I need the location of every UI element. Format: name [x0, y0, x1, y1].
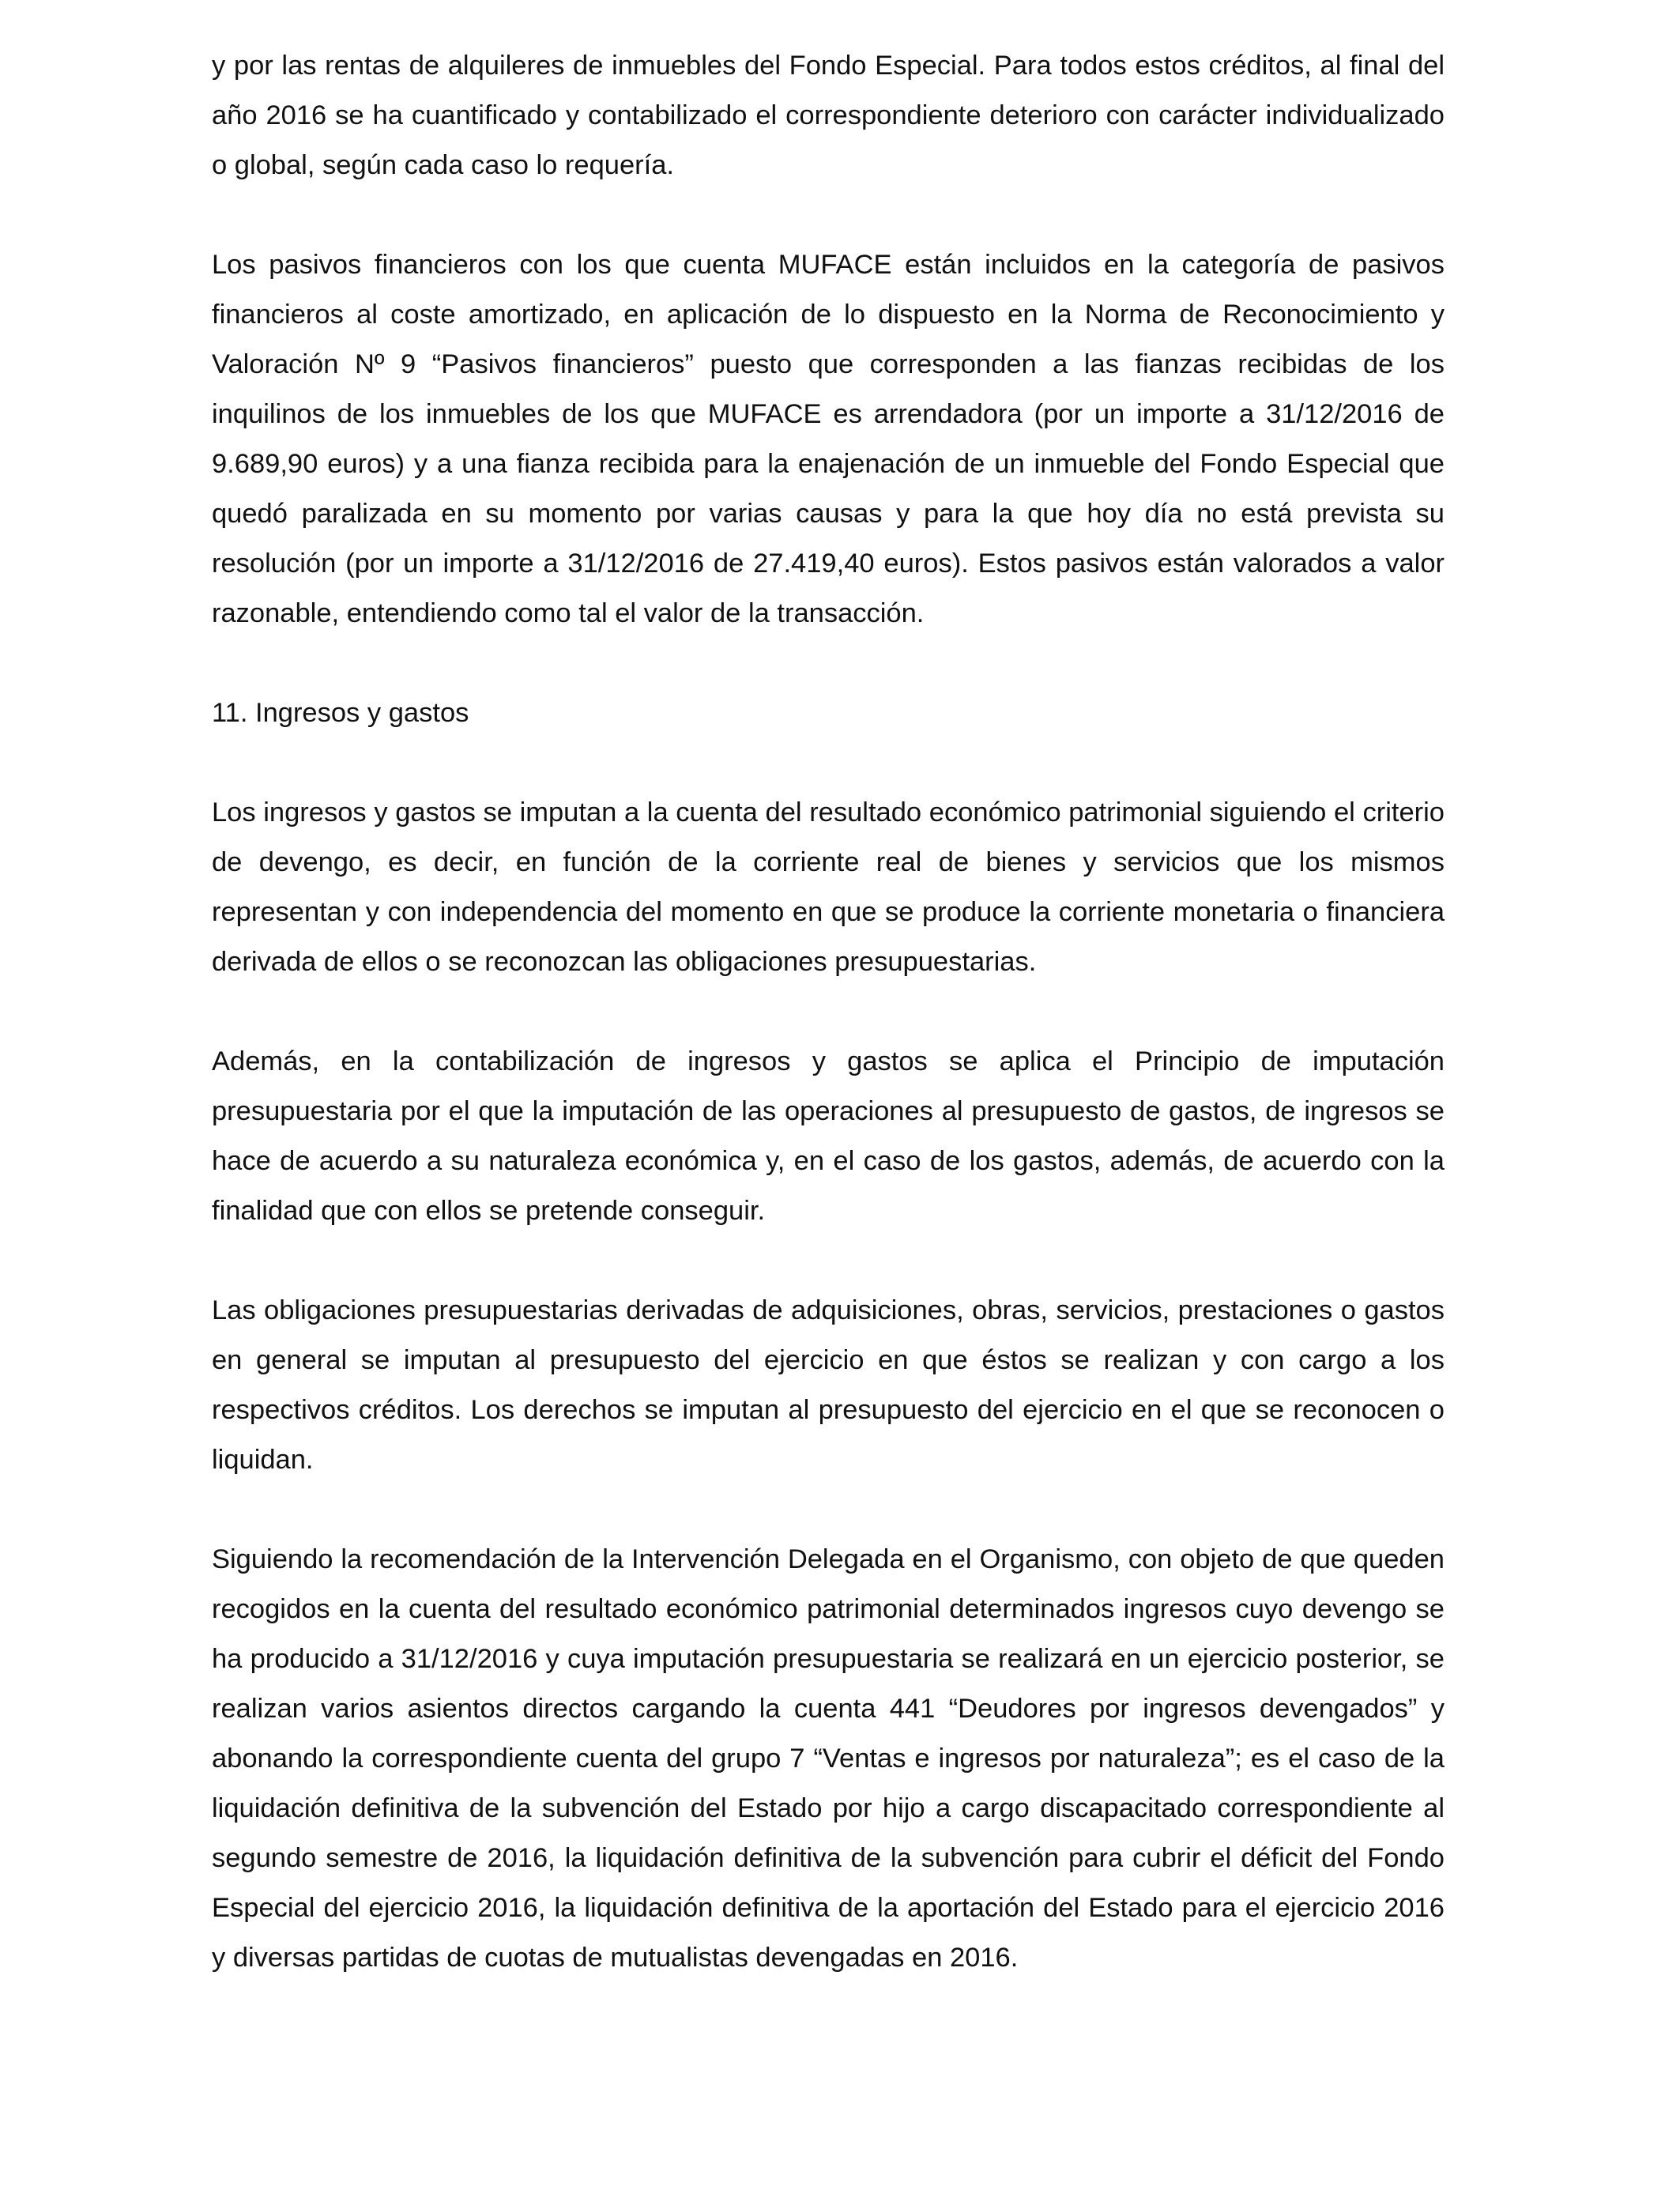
paragraph-intervencion-delegada: Siguiendo la recomendación de la Intervención Delegada en el Organismo, con objeto de que queden recogidos en la cuenta del resultado económico patrimonial determinados ingresos cuyo devengo se ha producido a 31/12/2016 y cuya imputación presupuestaria se realizará en un ejercicio posterior, se realizan varios asientos directos cargando la cuenta 441 “Deudores por ingresos devengados” y abonando la correspondiente cuenta del grupo 7 “Ventas e ingresos por naturaleza”; es el caso de la liquidación definitiva de la subvención del Estado por hijo a cargo discapacitado correspondiente al segundo semestre de 2016, la liquidación definitiva de la subvención para cubrir el déficit del Fondo Especial del ejercicio 2016, la liquidación definitiva de la aportación del Estado para el ejercicio 2016 y diversas partidas de cuotas de mutualistas devengadas en 2016. [212, 1544, 1445, 1973]
paragraph-criterio-devengo: Los ingresos y gastos se imputan a la cuenta del resultado económico patrimonial siguiendo el criterio de devengo, es decir, en función de la corriente real de bienes y servicios que los mismos representan y con independencia del momento en que se produce la corriente monetaria o financiera derivada de ellos o se reconozcan las obligaciones presupuestarias. [212, 797, 1445, 977]
document-body [212, 41, 1445, 2033]
paragraph-imputacion-presupuestaria: Además, en la contabilización de ingresos y gastos se aplica el Principio de imputación presupuestaria por el que la imputación de las operaciones al presupuesto de gastos, de ingresos se hace de acuerdo a su naturaleza económica y, en el caso de los gastos, además, de acuerdo con la finalidad que con ellos se pretende conseguir. [212, 1046, 1445, 1226]
paragraph-obligaciones-presupuestarias: Las obligaciones presupuestarias derivadas de adquisiciones, obras, servicios, prestaciones o gastos en general se imputan al presupuesto del ejercicio en que éstos se realizan y con cargo a los respectivos créditos. Los derechos se imputan al presupuesto del ejercicio en el que se reconocen o liquidan. [212, 1295, 1445, 1475]
paragraph-creditos-deterioro: y por las rentas de alquileres de inmuebles del Fondo Especial. Para todos estos créditos, al final del año 2016 se ha cuantificado y contabilizado el correspondiente deterioro con carácter individualizado o global, según cada caso lo requería. [212, 51, 1445, 180]
paragraph-pasivos-financieros: Los pasivos financieros con los que cuenta MUFACE están incluidos en la categoría de pasivos financieros al coste amortizado, en aplicación de lo dispuesto en la Norma de Reconocimiento y Valoración Nº 9 “Pasivos financieros” puesto que corresponden a las fianzas recibidas de los inquilinos de los inmuebles de los que MUFACE es arrendadora (por un importe a 31/12/2016 de 9.689,90 euros) y a una fianza recibida para la enajenación de un inmueble del Fondo Especial que quedó paralizada en su momento por varias causas y para la que hoy día no está prevista su resolución (por un importe a 31/12/2016 de 27.419,40 euros). Estos pasivos están valorados a valor razonable, entendiendo como tal el valor de la transacción. [212, 250, 1445, 628]
section-heading: 11. Ingresos y gastos [212, 698, 469, 728]
